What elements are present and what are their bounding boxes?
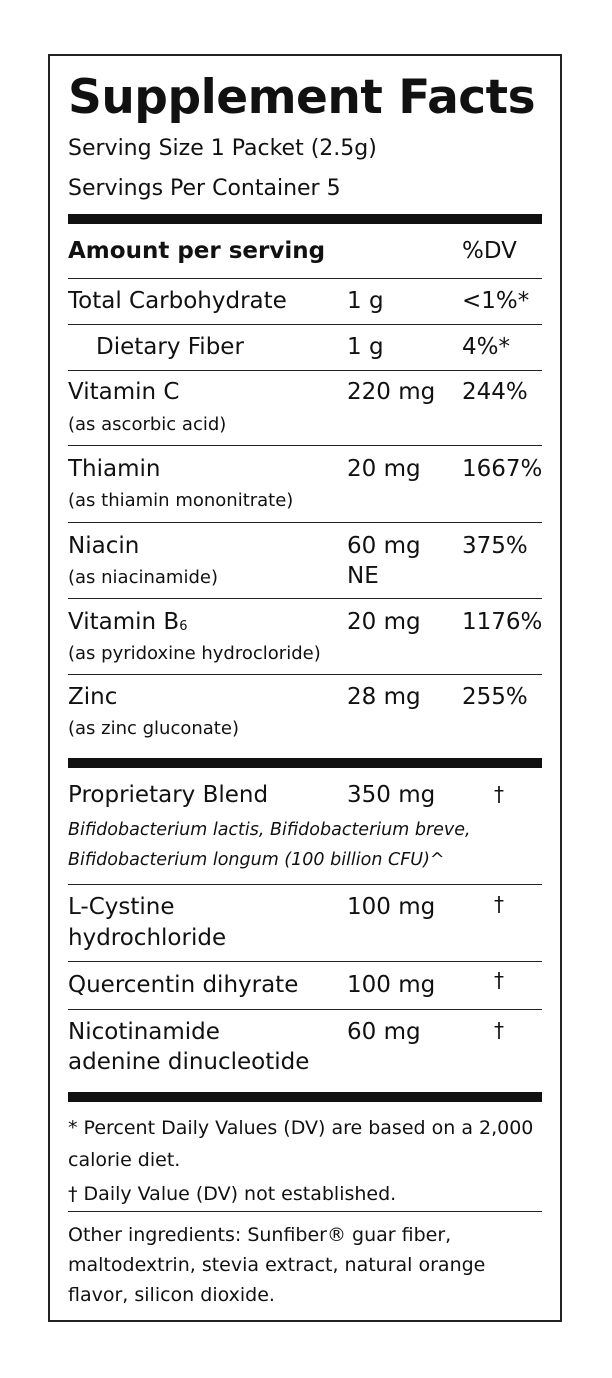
dv-footnote: * Percent Daily Values (DV) are based on a 2,000 calorie diet. [68, 1117, 534, 1171]
nutrient-amount-unit: NE [347, 563, 379, 589]
nutrient-dv: 1667% [462, 456, 543, 482]
divider [68, 370, 542, 371]
ingredient-dv: † [494, 1018, 504, 1042]
divider [68, 674, 542, 675]
ingredient-name: Quercentin dihyrate [68, 972, 299, 998]
other-ingredients: Other ingredients: Sunfiber® guar fiber, maltodextrin, stevia extract, natural orange flavor, silicon dioxide. [68, 1224, 486, 1306]
panel-title: Supplement Facts [68, 70, 536, 125]
nutrient-name: Zinc [68, 684, 118, 710]
ingredient-name: L-Cystine [68, 894, 175, 920]
divider [68, 522, 542, 523]
ingredient-dv: † [494, 892, 504, 916]
nutrient-name: Niacin [68, 533, 140, 559]
blend-name: Proprietary Blend [68, 782, 269, 808]
ingredient-dv: † [494, 968, 504, 992]
nutrient-name [68, 609, 187, 635]
divider [68, 445, 542, 446]
nutrient-amount: 220 mg [347, 379, 436, 405]
divider [68, 278, 542, 279]
nutrient-dv: 375% [462, 533, 528, 559]
nutrient-name: Thiamin [68, 456, 161, 482]
divider [68, 324, 542, 325]
nutrient-amount: 1 g [347, 334, 384, 360]
nutrient-amount: 28 mg [347, 684, 421, 710]
divider [68, 1009, 542, 1010]
nutrient-name: Vitamin C [68, 379, 180, 405]
supplement-facts-panel [48, 54, 562, 1322]
nutrient-amount: 60 mg [347, 533, 421, 559]
nutrient-source: (as pyridoxine hydrocloride) [68, 643, 321, 664]
nutrient-dv: 1176% [462, 609, 543, 635]
dagger-footnote: † Daily Value (DV) not established. [68, 1183, 397, 1205]
ingredient-name: Nicotinamide [68, 1019, 220, 1045]
blend-ingredients: Bifidobacterium lactis, Bifidobacterium breve, [68, 820, 471, 840]
blend-ingredients: Bifidobacterium longum (100 billion CFU)^ [68, 850, 445, 870]
nutrient-amount: 1 g [347, 288, 384, 314]
nutrient-amount: 20 mg [347, 456, 421, 482]
nutrient-source: (as thiamin mononitrate) [68, 490, 294, 511]
nutrient-dv: <1%* [462, 288, 530, 314]
nutrient-name: Total Carbohydrate [68, 288, 287, 314]
nutrient-dv: 244% [462, 379, 528, 405]
divider [68, 884, 542, 885]
nutrient-name-subscript: 6 [179, 619, 188, 634]
divider [68, 598, 542, 599]
thick-divider [68, 758, 542, 768]
ingredient-amount: 100 mg [347, 972, 436, 998]
blend-dv: † [494, 782, 504, 806]
servings-per-container: Servings Per Container 5 [68, 176, 341, 201]
nutrient-source: (as zinc gluconate) [68, 718, 239, 739]
nutrient-source: (as ascorbic acid) [68, 414, 227, 435]
nutrient-name-text: Vitamin B [68, 609, 180, 635]
serving-size: Serving Size 1 Packet (2.5g) [68, 136, 377, 161]
nutrient-source: (as niacinamide) [68, 567, 218, 588]
amount-per-serving-heading: Amount per serving [68, 238, 326, 264]
ingredient-name: hydrochloride [68, 925, 227, 951]
divider [68, 1211, 542, 1212]
thick-divider [68, 214, 542, 224]
thick-divider [68, 1092, 542, 1102]
ingredient-name: adenine dinucleotide [68, 1049, 310, 1075]
divider [68, 961, 542, 962]
dv-heading: %DV [462, 238, 517, 264]
nutrient-amount: 20 mg [347, 609, 421, 635]
blend-amount: 350 mg [347, 782, 436, 808]
nutrient-dv: 4%* [462, 334, 510, 360]
nutrient-name: Dietary Fiber [96, 334, 244, 360]
ingredient-amount: 100 mg [347, 894, 436, 920]
ingredient-amount: 60 mg [347, 1019, 421, 1045]
nutrient-dv: 255% [462, 684, 528, 710]
